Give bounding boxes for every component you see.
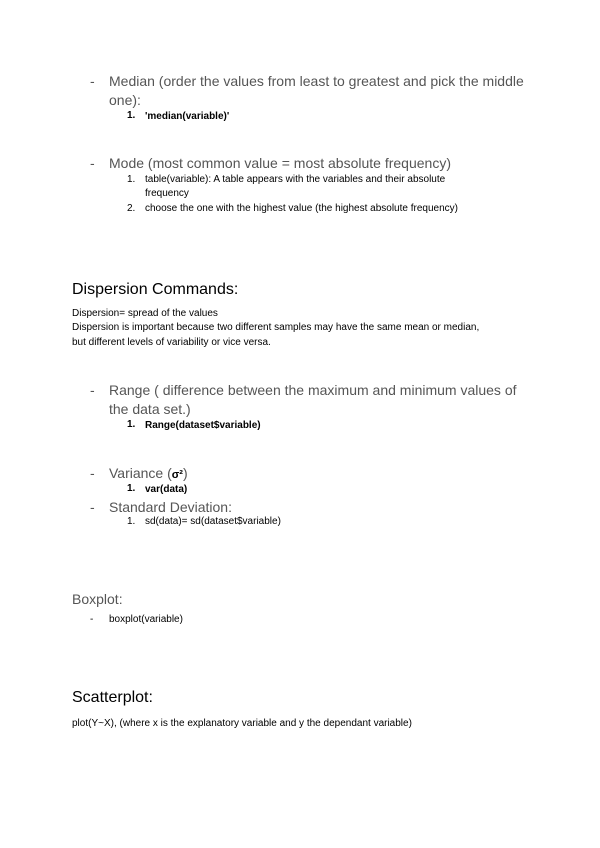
- std-bullet: -: [90, 499, 95, 515]
- range-text-line2: the data set.): [109, 401, 191, 417]
- variance-label: [109, 464, 188, 484]
- range-bullet: -: [90, 382, 95, 398]
- mode-bullet: -: [90, 155, 95, 171]
- std-step-1-num: 1.: [127, 516, 136, 527]
- mode-step-2-text: choose the one with the highest value (the highest absolute frequency): [145, 203, 458, 214]
- std-text: Standard Deviation:: [109, 499, 232, 515]
- median-bullet: -: [90, 73, 95, 89]
- variance-text-end: ): [182, 465, 188, 481]
- mode-step-1-text-line1: table(variable): A table appears with the variables and their absolute: [145, 174, 446, 185]
- variance-bullet: -: [90, 465, 95, 481]
- variance-text: Variance (: [109, 465, 172, 481]
- mode-step-1-text-line2: frequency: [145, 188, 189, 199]
- std-step-1-text: sd(data)= sd(dataset$variable): [145, 516, 281, 527]
- mode-step-2-num: 2.: [127, 203, 136, 214]
- median-text-line2: one):: [109, 92, 141, 108]
- sigma-squared-symbol: σ²: [171, 469, 183, 481]
- median-text-line1: Median (order the values from least to greatest and pick the middle: [109, 73, 524, 89]
- range-text-line1: Range ( difference between the maximum and minimum values of: [109, 382, 517, 398]
- dispersion-heading: Dispersion Commands:: [72, 281, 239, 298]
- mode-text: Mode (most common value = most absolute frequency): [109, 155, 451, 171]
- dispersion-line-2: Dispersion is important because two different samples may have the same mean or median,: [72, 322, 480, 333]
- variance-step-1-text: var(data): [145, 484, 188, 495]
- boxplot-heading: Boxplot:: [72, 591, 123, 607]
- median-step-1-text: 'median(variable)': [145, 111, 230, 122]
- mode-step-1-num: 1.: [127, 174, 136, 185]
- dispersion-line-1: Dispersion= spread of the values: [72, 308, 218, 319]
- median-step-1-num: 1.: [127, 110, 136, 121]
- dispersion-line-3: but different levels of variability or vice versa.: [72, 337, 271, 348]
- boxplot-item: boxplot(variable): [109, 614, 183, 625]
- range-step-1-num: 1.: [127, 419, 136, 430]
- scatterplot-heading: Scatterplot:: [72, 689, 153, 706]
- boxplot-bullet: -: [90, 614, 94, 625]
- scatterplot-line: plot(Y~X), (where x is the explanatory variable and y the dependant variable): [72, 718, 412, 729]
- range-step-1-text: Range(dataset$variable): [145, 420, 261, 431]
- variance-step-1-num: 1.: [127, 483, 136, 494]
